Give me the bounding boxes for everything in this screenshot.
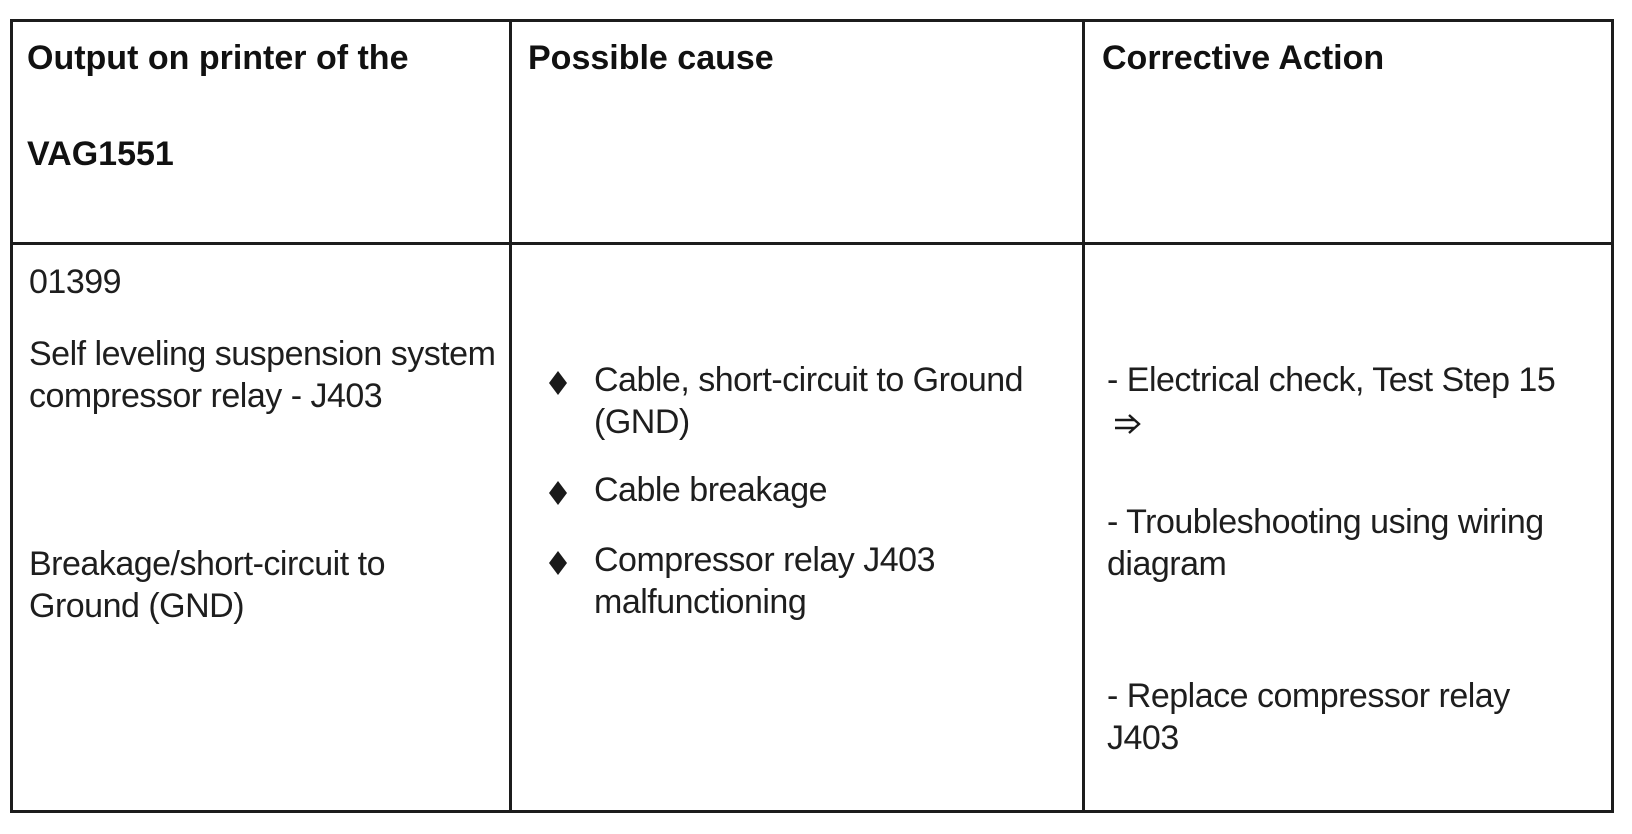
cell-printer-output [13, 245, 512, 810]
header-possible-cause [512, 22, 1085, 245]
cell-corrective-action [1085, 245, 1611, 810]
cause-list [548, 359, 1068, 651]
double-arrow-right-icon[interactable] [1113, 403, 1143, 445]
fault-description: Breakage/short-circuit to Ground (GND) [29, 545, 385, 625]
component-name: Self leveling suspension system compressor relay - J403 [29, 335, 496, 415]
cause-item [548, 359, 1068, 443]
header-corrective-action [1085, 22, 1611, 245]
header-col2: Possible cause [528, 39, 774, 77]
diamond-bullet-icon [548, 371, 568, 395]
cause-item [548, 539, 1068, 623]
action-text: - Electrical check, Test Step 15 [1107, 361, 1556, 399]
header-col1-line2: VAG1551 [27, 135, 174, 173]
cell-possible-cause [512, 245, 1085, 810]
fault-code: 01399 [29, 263, 122, 301]
action-electrical-check[interactable] [1107, 359, 1577, 445]
diamond-bullet-icon [548, 481, 568, 505]
header-output-on-printer [13, 22, 512, 245]
cause-text: Compressor relay J403 malfunctioning [594, 541, 935, 621]
cause-text: Cable breakage [594, 471, 828, 509]
cause-text: Cable, short-circuit to Ground (GND) [594, 361, 1024, 441]
cause-item [548, 469, 1068, 511]
diamond-bullet-icon [548, 551, 568, 575]
header-col3: Corrective Action [1102, 39, 1385, 77]
diagnostic-table [10, 19, 1614, 813]
action-troubleshooting: - Troubleshooting using wiring diagram [1107, 503, 1544, 583]
action-replace-relay: - Replace compressor relay J403 [1107, 677, 1510, 757]
header-col1-line1: Output on printer of the [27, 39, 409, 77]
